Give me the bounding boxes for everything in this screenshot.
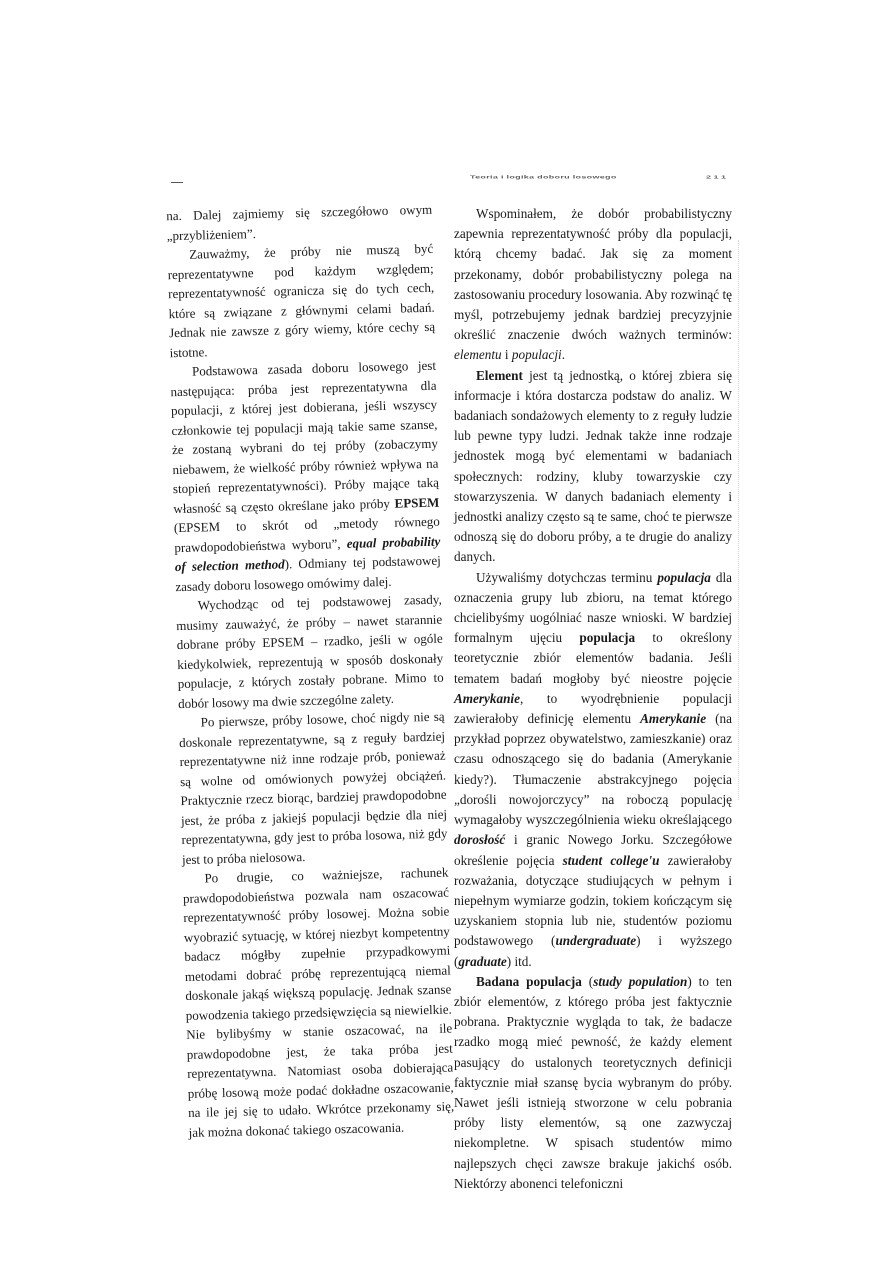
header-left-rule: [171, 182, 183, 183]
english-term: study population: [593, 973, 688, 989]
text-run: Podstawowa zasada doboru losowego jest następująca: próba jest reprezentatywna dla populacji, z której jest dobierana, jeśli wszyscy członkowie tej populacji mają takie same szanse, że zostaną wybrani do tej próby (zobaczymy niebawem, że wielkość próby również wpływa na stopień reprezentatywności). Próby mające taką własność są często określane jako próby: [170, 357, 440, 516]
italic-term: undergraduate: [555, 933, 637, 949]
italic-term: Amerykanie: [454, 690, 520, 706]
text-run: Wspominałem, że dobór probabilistyczny zapewnia reprezentatywność próby dla populacji, którą chcemy badać. Jak się za moment przekonamy, dobór probabilistyczny polega na zastosowaniu procedury losowania. Aby rozwinąć tę myśl, potrzebujemy jednak bardziej precyzyjnie określić znaczenie dwóch ważnych terminów:: [454, 206, 732, 343]
italic-term: dorosłość: [454, 832, 506, 848]
paragraph: [166, 200, 433, 245]
text-run: i granic Nowego Jorku. Szczegółowe określenie pojęcia: [454, 832, 732, 868]
italic-term: Amerykanie: [640, 711, 707, 727]
paragraph: [454, 568, 732, 972]
paragraph: [178, 707, 448, 869]
text-run: Używaliśmy dotychczas terminu: [476, 569, 658, 585]
term-populacja: populacja: [579, 630, 636, 646]
text-run: Zauważmy, że próby nie muszą być reprezentatywne pod każdym względem; reprezentatywność ogranicza się do tych cech, które są związane z głównymi celami badań. Jednak nie zawsze z góry wiemy, które cechy są istotne.: [167, 240, 436, 360]
text-run: i: [501, 347, 512, 363]
text-run: Po drugie, co ważniejsze, rachunek prawdopodobieństwa pozwala nam oszacować reprezentatywność próby losowej. Można sobie wyobrazić sytuację, w której niezbyt kompetentny badacz mógłby zupełnie przypadkowymi metodami dobrać próbę reprezentującą niemal doskonale jakąś większą populację. Jednak szanse powodzenia takiego przedsięwzięcia są niewielkie. Nie bylibyśmy w stanie oszacować, na ile prawdopodobne jest, że taka próba jest reprezentatywna. Natomiast osoba dobierająca próbę losową może podać dokładne oszacowanie, na ile jej się to udało. Wkrótce przekonamy się, jak można dokonać takiego oszacowania.: [182, 864, 455, 1140]
italic-term: graduate: [458, 953, 507, 969]
right-text-column: [454, 204, 732, 1194]
text-run: ) itd.: [506, 953, 532, 969]
running-head: Teoria i logika doboru losowego: [470, 174, 617, 180]
text-run: ) i wyższego (: [454, 933, 732, 969]
italic-term: populacja: [657, 569, 711, 585]
english-term: equal probability of selection method: [174, 533, 441, 575]
text-run: .: [561, 347, 565, 363]
text-run: to określony teoretycznie zbiór elementów badania. Jeśli tematem badań mogłoby być nieostre pojęcie: [454, 630, 732, 686]
paragraph: [454, 972, 732, 1194]
page-number: 2 1 1: [706, 174, 727, 180]
text-run: Po pierwsze, próby losowe, choć nigdy nie są doskonale reprezentatywne, są z reguły bardziej reprezentatywne niż inne rodzaje prób, ponieważ są wolne od omówionych powyżej obciążeń. Praktycznie rzecz biorąc, bardziej prawdopodobne jest, że próba z jakiejś populacji będzie dla niej reprezentatywna, gdy jest to próba losowa, niż gdy jest to próba nielosowa.: [178, 708, 448, 867]
text-run: (: [581, 973, 594, 989]
paragraph: [170, 356, 442, 596]
paragraph: [176, 590, 445, 713]
italic-term: populacji: [511, 347, 562, 363]
italic-term: elementu: [454, 347, 502, 363]
paragraph: [167, 239, 436, 362]
text-run: na. Dalej zajmiemy się szczegółowo owym „przybliżeniem”.: [166, 201, 433, 243]
text-run: , to wyodrębnienie populacji zawierałoby definicję elementu: [454, 690, 732, 727]
term-epsem: EPSEM: [394, 494, 440, 511]
margin-scan-marks: [738, 240, 743, 800]
text-run: Wychodząc od tej podstawowej zasady, musimy zauważyć, że próby – nawet starannie dobrane próby EPSEM – rzadko, jeśli w ogóle kiedykolwiek, reprezentują w sposób doskonały populacje, z których zostały pobrane. Mimo to dobór losowy ma dwie szczególne zalety.: [176, 591, 444, 711]
term-badana-populacja: Badana populacja: [476, 973, 582, 989]
left-text-column: [166, 200, 455, 1142]
text-run: dla oznaczenia grupy lub zbioru, na temat którego chcielibyśmy uogólniać nasze wnioski. W bardziej formalnym ujęciu: [454, 569, 732, 646]
term-element: Element: [476, 367, 523, 383]
paragraph: [454, 204, 732, 366]
text-run: ). Odmiany tej podstawowej zasady doboru losowego omówimy dalej.: [175, 552, 441, 594]
text-run: zawierałoby rozważania, dotyczące studiujących w pełnym i niepełnym wymiarze godzin, tokiem kończącym się uzyskaniem stopnia lub nie, studentów poziomu podstawowego (: [454, 852, 732, 949]
text-run: ) to ten zbiór elementów, z którego próba jest faktycznie pobrana. Praktycznie wygląda to tak, że badacze rzadko mogą mieć pewność, że każdy element pasujący do ustalonych teoretycznych definicji faktycznie miał szansę bycia wybranym do próby. Nawet jeśli istnieją stworzone w celu pobrania próby listy elementów, są one zazwyczaj niekompletne. W spisach studentów mimo najlepszych chęci zawsze brakuje jakichś osób. Niektórzy abonenci telefoniczni: [454, 973, 732, 1191]
text-run: jest tą jednostką, o której zbiera się informacje i która dostarcza podstaw do analiz. W badaniach sondażowych elementy to z reguły ludzie lub pewne typy ludzi. Jednak także inne rodzaje jednostek mogą być elementami w badaniach społecznych: rodziny, kluby towarzyskie czy stowarzyszenia. W danych badaniach elementy i jednostki analizy często są te same, choć te pierwsze odnoszą się do doboru próby, a te drugie do analizy danych.: [454, 367, 732, 565]
text-run: (EPSEM to skrót od „metody równego prawdopodobieństwa wyboru”,: [173, 513, 440, 555]
paragraph: [182, 863, 455, 1142]
text-run: (na przykład poprzez obywatelstwo, zamieszkanie) oraz czasu odnoszącego się do badania (Amerykanie kiedy?). Tłumaczenie abstrakcyjnego pojęcia „dorośli nowojorczycy” na roboczą populację wymagałoby wyszczególnienia wieku określającego: [454, 711, 732, 828]
italic-term: student college'u: [562, 852, 660, 868]
paragraph: [454, 366, 732, 568]
